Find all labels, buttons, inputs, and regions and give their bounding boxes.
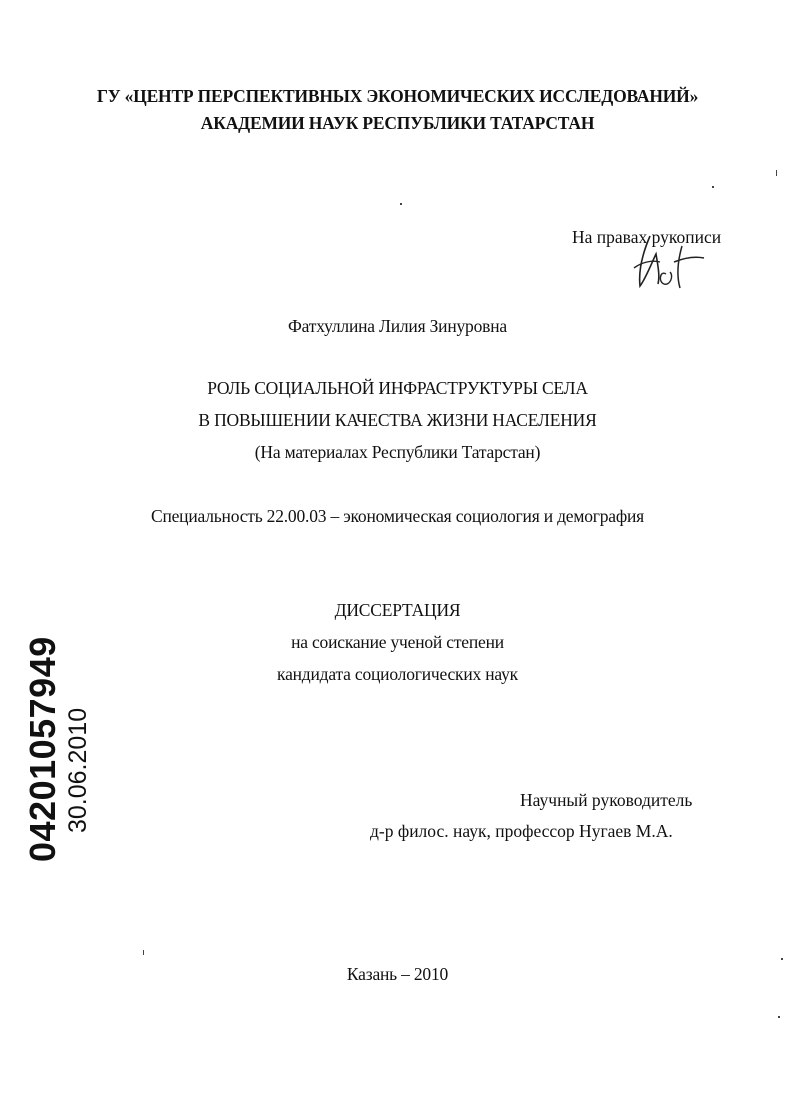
degree-type: ДИССЕРТАЦИЯ <box>334 600 461 620</box>
supervisor-name: д-р филос. наук, профессор Нугаев М.А. <box>370 821 673 841</box>
library-stamp-number: 04201057949 <box>22 636 63 862</box>
scan-speck <box>776 170 777 176</box>
specialty: Специальность 22.00.03 – экономическая социология и демография <box>150 506 645 526</box>
degree-line-2: кандидата социологических наук <box>277 664 518 684</box>
title-subtitle: (На материалах Республики Татарстан) <box>254 442 541 462</box>
institution-line-2: АКАДЕМИИ НАУК РЕСПУБЛИКИ ТАТАРСТАН <box>200 113 595 133</box>
place-year: Казань – 2010 <box>346 964 449 984</box>
scan-speck <box>778 1016 780 1018</box>
scan-speck <box>143 950 144 955</box>
supervisor-label: Научный руководитель <box>520 790 693 810</box>
title-line-1: РОЛЬ СОЦИАЛЬНОЙ ИНФРАСТРУКТУРЫ СЕЛА <box>207 378 588 398</box>
title-line-2: В ПОВЫШЕНИИ КАЧЕСТВА ЖИЗНИ НАСЕЛЕНИЯ <box>198 410 597 430</box>
institution-line-1: ГУ «ЦЕНТР ПЕРСПЕКТИВНЫХ ЭКОНОМИЧЕСКИХ ИССЛЕДОВАНИЙ» <box>96 86 699 106</box>
library-stamp-date: 30.06.2010 <box>64 707 92 833</box>
signature <box>630 232 710 294</box>
degree-line-1: на соискание ученой степени <box>291 632 504 652</box>
manuscript-note: На правах рукописи <box>572 227 722 247</box>
author-name: Фатхуллина Лилия Зинуровна <box>288 316 507 336</box>
scan-speck <box>400 203 402 205</box>
scan-speck <box>781 958 783 960</box>
scan-speck <box>712 186 714 188</box>
